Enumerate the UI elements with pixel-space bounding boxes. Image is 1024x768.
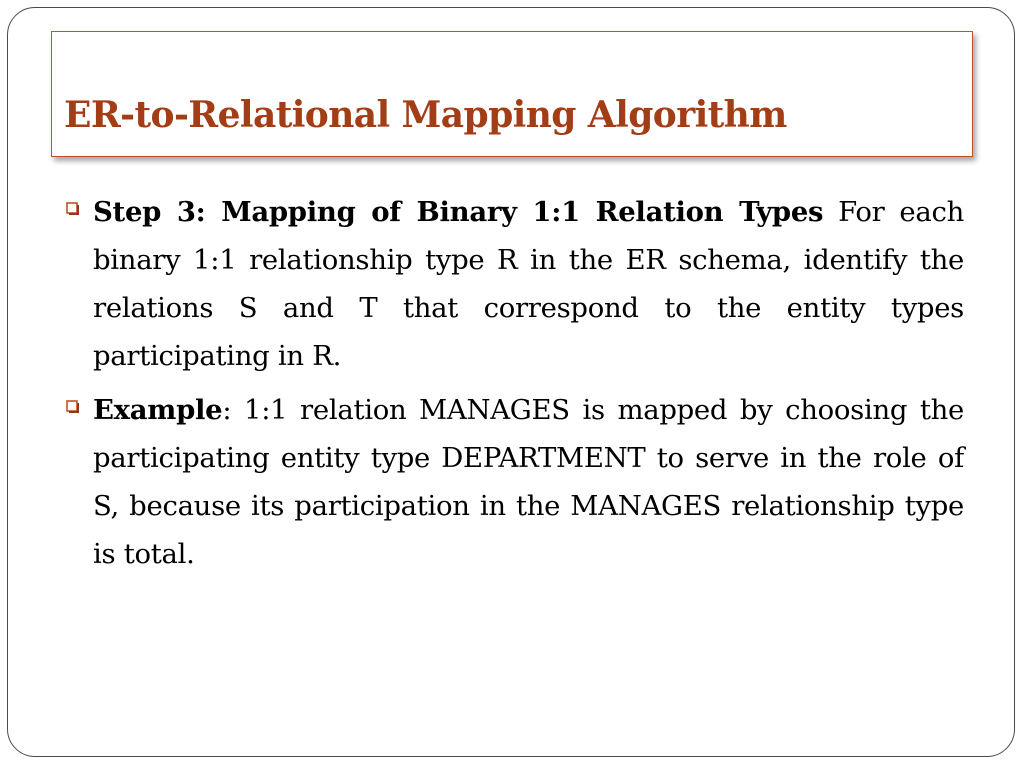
slide-content <box>66 188 964 584</box>
bullet-body: For each binary 1:1 relationship type R in the ER schema, identify the relations S and T that correspond to the entity types participating in R. <box>93 196 964 372</box>
bullet-text <box>93 386 964 578</box>
bullet-item-step-3 <box>66 188 964 380</box>
slide-title: ER-to-Relational Mapping Algorithm <box>64 94 787 136</box>
bullet-lead: Example <box>93 394 223 426</box>
title-box <box>51 31 973 157</box>
bullet-lead: Step 3: Mapping of Binary 1:1 Relation Types <box>93 196 824 228</box>
hollow-square-bullet-icon <box>66 400 80 414</box>
hollow-square-bullet-icon <box>66 202 80 216</box>
bullet-body: : 1:1 relation MANAGES is mapped by choosing the participating entity type DEPARTMENT to serve in the role of S, because its participation in the MANAGES relationship type is total. <box>93 394 964 570</box>
bullet-item-example <box>66 386 964 578</box>
bullet-text <box>93 188 964 380</box>
